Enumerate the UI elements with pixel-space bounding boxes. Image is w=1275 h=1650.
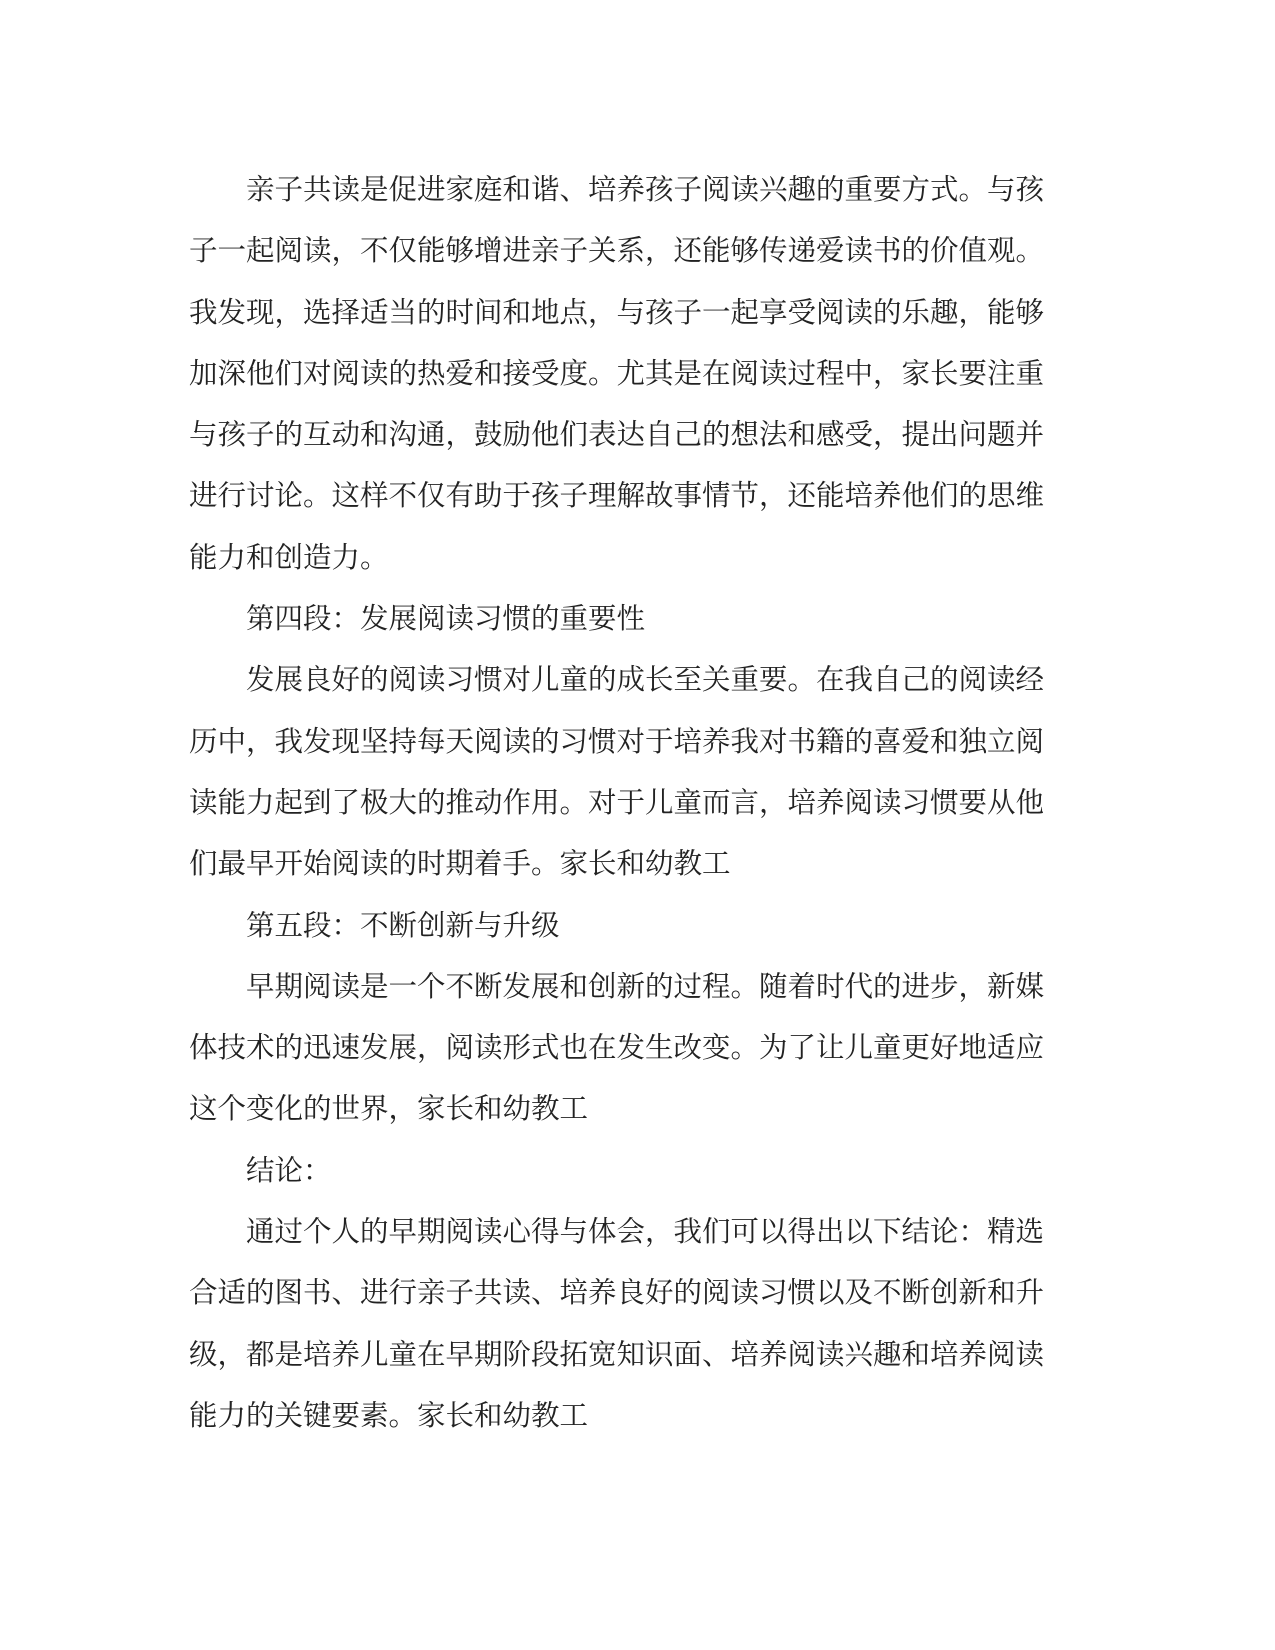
text-line: 进行讨论。这样不仅有助于孩子理解故事情节，还能培养他们的思维: [189, 479, 1045, 513]
text-line: 子一起阅读，不仅能够增进亲子关系，还能够传递爱读书的价值观。: [189, 234, 1045, 268]
paragraph-innovation: [189, 956, 1074, 1140]
section-heading-4: [189, 588, 1074, 649]
text-line: 早期阅读是一个不断发展和创新的过程。随着时代的进步，新媒: [189, 969, 1045, 1003]
text-line: 们最早开始阅读的时期着手。家长和幼教工: [189, 847, 731, 881]
paragraph-reading-habits: [189, 649, 1074, 894]
text-line: 体技术的迅速发展，阅读形式也在发生改变。为了让儿童更好地适应: [189, 1031, 1045, 1065]
heading-text: 第五段：不断创新与升级: [189, 908, 560, 942]
text-line: 与孩子的互动和沟通，鼓励他们表达自己的想法和感受，提出问题并: [189, 418, 1045, 452]
section-heading-5: [189, 895, 1074, 956]
section-heading-conclusion: [189, 1140, 1074, 1201]
text-line: 历中，我发现坚持每天阅读的习惯对于培养我对书籍的喜爱和独立阅: [189, 724, 1045, 758]
text-line: 能力的关键要素。家长和幼教工: [189, 1398, 589, 1432]
text-line: 发展良好的阅读习惯对儿童的成长至关重要。在我自己的阅读经: [189, 663, 1045, 697]
document-body: [189, 159, 1074, 1446]
paragraph-parent-child-reading: [189, 159, 1074, 588]
text-line: 通过个人的早期阅读心得与体会，我们可以得出以下结论：精选: [189, 1215, 1045, 1249]
heading-text: 第四段：发展阅读习惯的重要性: [189, 602, 646, 636]
paragraph-conclusion: [189, 1201, 1074, 1446]
text-line: 读能力起到了极大的推动作用。对于儿童而言，培养阅读习惯要从他: [189, 785, 1045, 819]
text-line: 我发现，选择适当的时间和地点，与孩子一起享受阅读的乐趣，能够: [189, 295, 1045, 329]
text-line: 加深他们对阅读的热爱和接受度。尤其是在阅读过程中，家长要注重: [189, 356, 1045, 390]
text-line: 级，都是培养儿童在早期阶段拓宽知识面、培养阅读兴趣和培养阅读: [189, 1337, 1045, 1371]
text-line: 亲子共读是促进家庭和谐、培养孩子阅读兴趣的重要方式。与孩: [189, 173, 1045, 206]
text-line: 这个变化的世界，家长和幼教工: [189, 1092, 589, 1126]
heading-text: 结论：: [189, 1153, 332, 1187]
text-line: 合适的图书、进行亲子共读、培养良好的阅读习惯以及不断创新和升: [189, 1276, 1045, 1310]
text-line: 能力和创造力。: [189, 540, 389, 574]
